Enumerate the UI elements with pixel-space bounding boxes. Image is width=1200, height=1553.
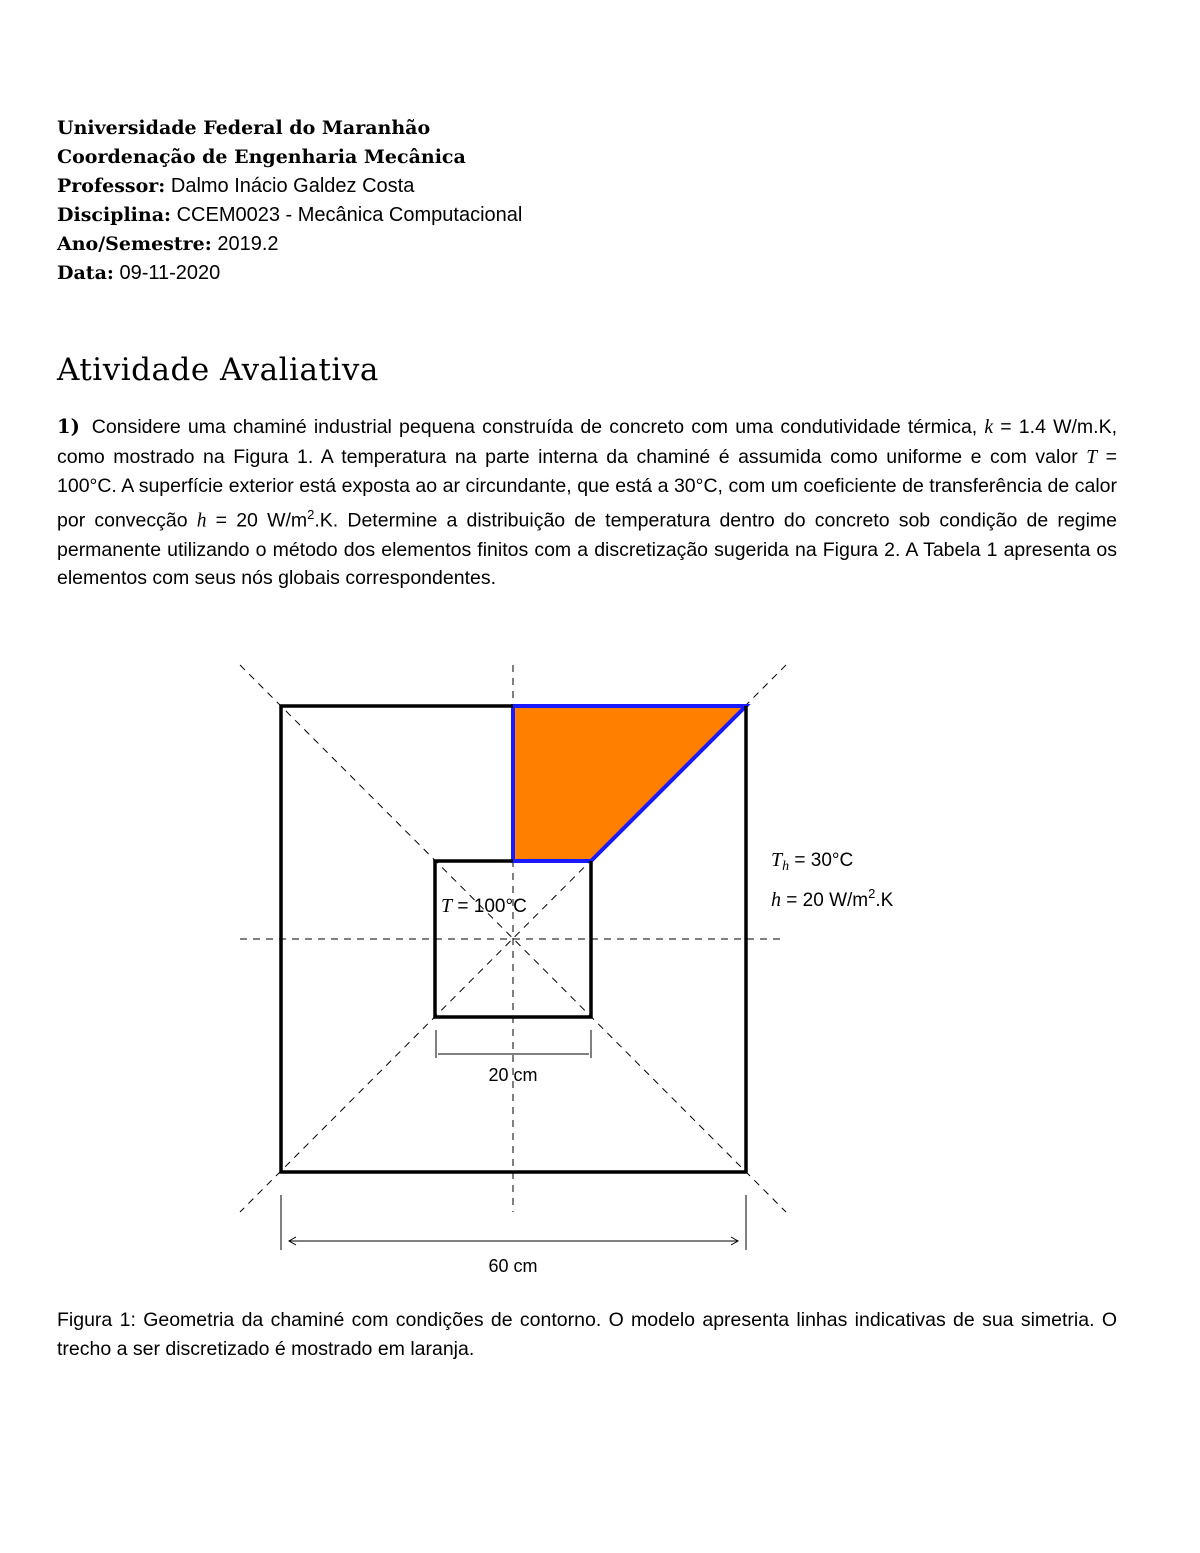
t-variable: T [1086,446,1098,468]
year-label: Ano/Semestre: [57,233,212,255]
caption-label: Figura 1: [57,1309,136,1331]
caption-text: Geometria da chaminé com condições de contorno. O modelo apresenta linhas indicativas de sua simetria. O trecho a ser discretizado é mostrado em laranja. [57,1309,1118,1360]
k-variable: k [984,417,994,438]
question-number: 1) [57,415,80,438]
outer-h-val: = 20 W/m [781,890,869,911]
outer-convection-label [771,886,894,911]
question-text-4: = 20 W/m [206,509,308,532]
university-name: Universidade Federal do Maranhão [57,117,431,139]
outer-h-var: h [771,889,781,911]
inner-temperature-label [441,895,527,917]
page-title: Atividade Avaliativa [57,352,379,388]
figure-caption [57,1306,1117,1364]
outer-h-unit: .K [875,890,894,911]
dimension-inner-label: 20 cm [488,1065,538,1085]
inner-temp-var: T [441,895,453,917]
date-value: 09-11-2020 [119,262,221,284]
discretized-region [513,706,746,861]
department-name: Coordenação de Engenharia Mecânica [57,146,466,168]
year-value: 2019.2 [217,233,279,255]
h-exponent: 2 [307,506,315,522]
outer-temp-var: T [771,849,783,871]
question-text-2: = 1.4 W/m.K, como mostrado na Figura 1. A temperatura na parte interna da chaminé é assumida como uniforme e com valor [57,416,1117,468]
dimension-outer-label: 60 cm [488,1256,538,1276]
professor-label: Professor: [57,175,166,197]
inner-temp-val: = 100°C [452,896,527,917]
date-label: Data: [57,262,114,284]
outer-temperature-label [771,849,853,874]
question-text-3: = 100°C. A superfície exterior está exposta ao ar circundante, que está a 30°C, com um coeficiente de transferência de calor por convecção [57,445,1117,532]
h-variable: h [196,510,207,532]
outer-temp-sub: h [782,859,790,874]
professor-name: Dalmo Inácio Galdez Costa [170,175,415,197]
discipline-label: Disciplina: [57,204,172,226]
question-text-1: Considere uma chaminé industrial pequena construída de concreto com uma condutividade térmica, [91,416,978,438]
question-text-5: .K. Determine a distribuição de temperatura dentro do concreto sob condição de regime permanente utilizando o método dos elementos finitos com a discretização sugerida na Figura 2. A Tabela 1 apresenta os elementos com seus nós globais correspondentes. [57,509,1117,590]
discipline-name: CCEM0023 - Mecânica Computacional [176,204,523,226]
outer-h-sup: 2 [868,886,876,901]
outer-temp-val: = 30°C [789,850,854,871]
